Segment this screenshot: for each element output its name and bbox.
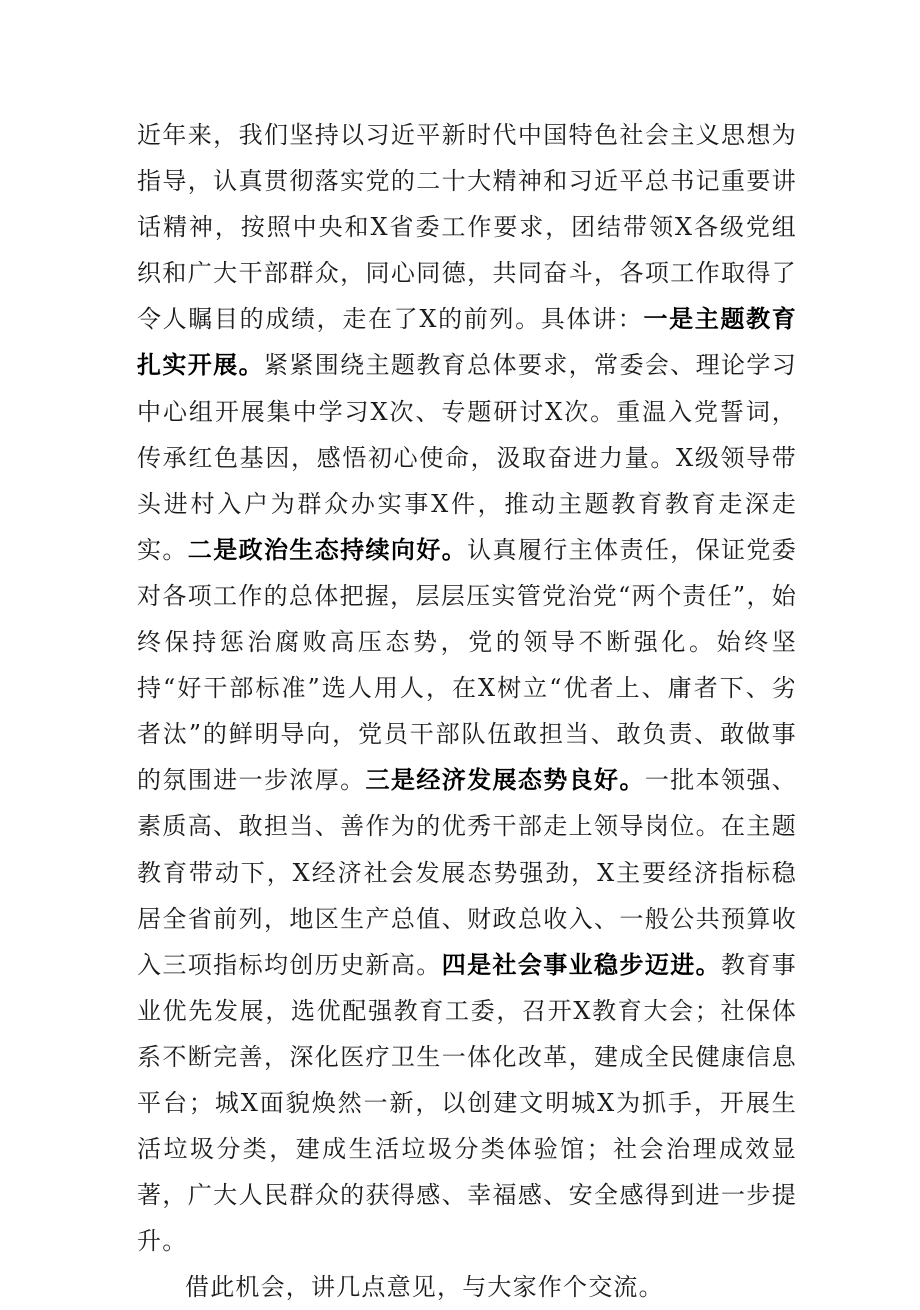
document-body [137,112,797,1310]
point-4-text: 教育事业优先发展，选优配强教育工委，召开X教育大会；社保体系不断完善，深化医疗卫生一体化改革，建成全民健康信息平台；城X面貌焕然一新，以创建文明城X为抓手，开展生活垃圾分类，建成生活垃圾分类体验馆；社会治理成效显著，广大人民群众的获得感、幸福感、安全感得到进一步提升。 [137,950,797,1256]
heading-point-3: 三是经济发展态势良好。 [365,766,645,795]
point-3-text: 一批本领强、素质高、敢担当、善作为的优秀干部走上领导岗位。在主题教育带动下，X经济社会发展态势强劲，X主要经济指标稳居全省前列，地区生产总值、财政总收入、一般公共预算收入三项指标均创历史新高。 [137,766,797,979]
heading-point-4: 四是社会事业稳步迈进。 [441,950,722,979]
heading-point-1: 一是主题教育扎实开展。 [137,305,797,380]
heading-point-2: 二是政治生态持续向好。 [187,535,468,564]
intro-sentence: 近年来，我们坚持以习近平新时代中国特色社会主义思想为指导，认真贯彻落实党的二十大精神和习近平总书记重要讲话精神，按照中央和X省委工作要求，团结带领X各级党组织和广大干部群众，同心同德，共同奋斗，各项工作取得了令人瞩目的成绩，走在了X的前列。具体讲： [137,121,797,334]
paragraph-closing: 借此机会，讲几点意见，与大家作个交流。 [185,1273,664,1302]
point-2-text: 认真履行主体责任，保证党委对各项工作的总体把握，层层压实管党治党“两个责任”，始终保持惩治腐败高压态势，党的领导不断强化。始终坚持“好干部标准”选人用人，在X树立“优者上、庸者下、劣者汰”的鲜明导向，党员干部队伍敢担当、敢负责、敢做事的氛围进一步浓厚。 [137,535,798,795]
point-1-text: 紧紧围绕主题教育总体要求，常委会、理论学习中心组开展集中学习X次、专题研讨X次。重温入党誓词，传承红色基因，感悟初心使命，汲取奋进力量。X级领导带头进村入户为群众办实事X件，推动主题教育教育走深走实。 [137,351,798,564]
paragraph-achievements [137,112,797,1264]
